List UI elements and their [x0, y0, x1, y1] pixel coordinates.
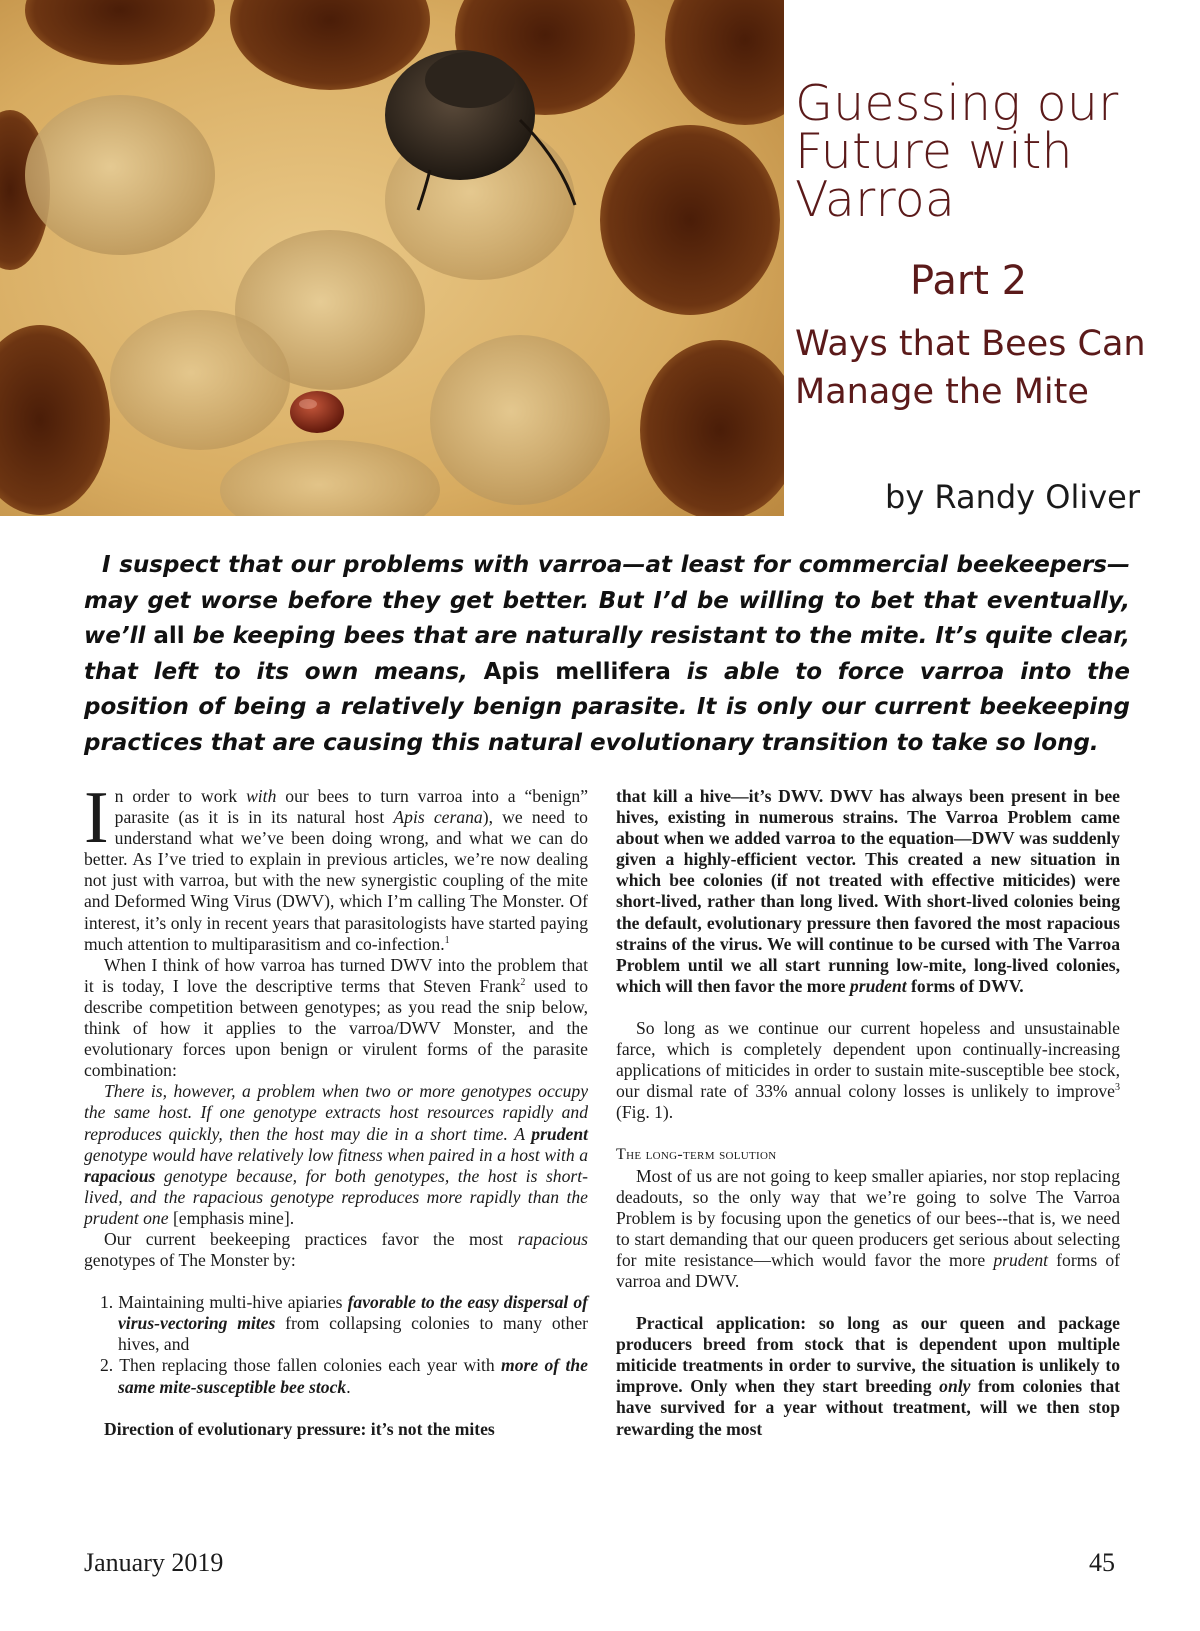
- byline: by Randy Oliver: [885, 478, 1141, 516]
- list-item: 1. Maintaining multi-hive apiaries favorable to the easy dispersal of virus-vectoring mites from collapsing colonies to many other hives, and: [100, 1292, 588, 1355]
- intro-emphasis-all: all: [153, 623, 185, 649]
- intro-paragraph: I suspect that our problems with varroa—at least for commercial beekeepers—may get worse before they get better. But I’d be willing to bet that eventually, we’ll all be keeping bees that are naturally resistant to the mite. It’s quite clear, that left to its own means, Apis mellifera is able to force varroa into the position of being a relatively benign parasite. It is only our current beekeeping practices that are causing this natural evolutionary transition to take so long.: [84, 552, 1130, 756]
- paragraph-2: When I think of how varroa has turned DWV into the problem that it is today, I love the descriptive terms that Steven Frank$^2$ used to describe competition between genotypes; as you read the snip below, think of how it applies to the varroa/DWV Monster, and the evolutionary forces upon benign or virulent forms of the parasite combination:: [84, 954, 589, 1081]
- article-part: Part 2: [910, 258, 1028, 304]
- footer-date: January 2019: [84, 1548, 224, 1577]
- footnote-ref: 3: [1115, 1082, 1120, 1094]
- paragraph-4: Direction of evolutionary pressure: it’s not the mites: [104, 1418, 495, 1439]
- page-number: 45: [1089, 1548, 1115, 1577]
- article-subtitle: Ways that Bees Can Manage the Mite: [795, 324, 1146, 412]
- block-quote: There is, however, a problem when two or more genotypes occupy the same host. If one genotype extracts host resources rapidly and reproduces quickly, then the host may die in a short time. A prudent genotype would have relatively low fitness when paired in a host with a rapacious genotype because, for both genotypes, the host is short-lived, and the rapacious genotype reproduces more rapidly than the prudent one [emphasis mine].: [84, 1081, 588, 1228]
- numbered-list: [84, 1292, 588, 1397]
- column-right: [616, 786, 1120, 1440]
- paragraph-3: Our current beekeeping practices favor the most rapacious genotypes of The Monster by:: [84, 1228, 588, 1271]
- honeycomb-photo: [0, 0, 784, 516]
- paragraph-1: In order to work with our bees to turn varroa into a “benign” parasite (as it is in its natural host Apis cerana), we need to understand what we’ve been doing wrong, and what we can do better. As I’ve tried to explain in previous articles, we’re now dealing not just with varroa, but with the new synergistic coupling of the mite and Deformed Wing Virus (DWV), which I’m calling The Monster. Of interest, it’s only in recent years that parasitologists have started paying much attention to multiparasitism and co-infection.$^1$: [84, 777, 588, 954]
- paragraph-6: So long as we continue our current hopeless and unsustainable farce, which is completely dependent upon continually-increasing applications of miticides in order to sustain mite-susceptible bee stock, our dismal rate of 33% annual colony losses is unlikely to improve$^3$ (Fig. 1).: [616, 1017, 1120, 1123]
- paragraph-5: that kill a hive—it’s DWV. DWV has always been present in bee hives, existing in numerous strains. The Varroa Problem came about when we added varroa to the equation—DWV was suddenly given a highly-efficient vector. This created a new situation in which bee colonies (if not treated with effective miticides) were short-lived, rather than long lived. With short-lived colonies being the default, evolutionary pressure then favored the most rapacious strains of the virus. We will continue to be cursed with The Varroa Problem until we all start running low-mite, long-lived colonies, which will then favor the more prudent forms of DWV.: [616, 786, 1120, 996]
- section-heading: The long-term solution: [616, 1146, 777, 1164]
- paragraph-8: Practical application: so long as our queen and package producers breed from stock that is dependent upon multiple miticide treatments in order to survive, the situation is unlikely to improve. Only when they start breeding only from colonies that have survived for a year without treatment, will we then stop rewarding the most: [616, 1313, 1120, 1439]
- paragraph-7: Most of us are not going to keep smaller apiaries, nor stop replacing deadouts, so the only way that we’re going to solve The Varroa Problem is by focusing upon the genetics of our bees--that is, we need to start demanding that our queen producers get serious about selecting for mite resistance—which would favor the more prudent forms of varroa and DWV.: [616, 1165, 1121, 1291]
- footnote-ref: 1: [444, 934, 450, 946]
- footnote-ref: 2: [520, 976, 526, 988]
- drop-cap: I: [84, 777, 109, 859]
- intro-species: Apis mellifera: [483, 658, 671, 685]
- title-block: [795, 75, 1195, 412]
- list-item: 2. Then replacing those fallen colonies each year with more of the same mite-susceptible bee stock.: [100, 1355, 588, 1397]
- column-left: [84, 777, 589, 1440]
- article-title: Guessing our Future with Varroa: [795, 75, 1119, 228]
